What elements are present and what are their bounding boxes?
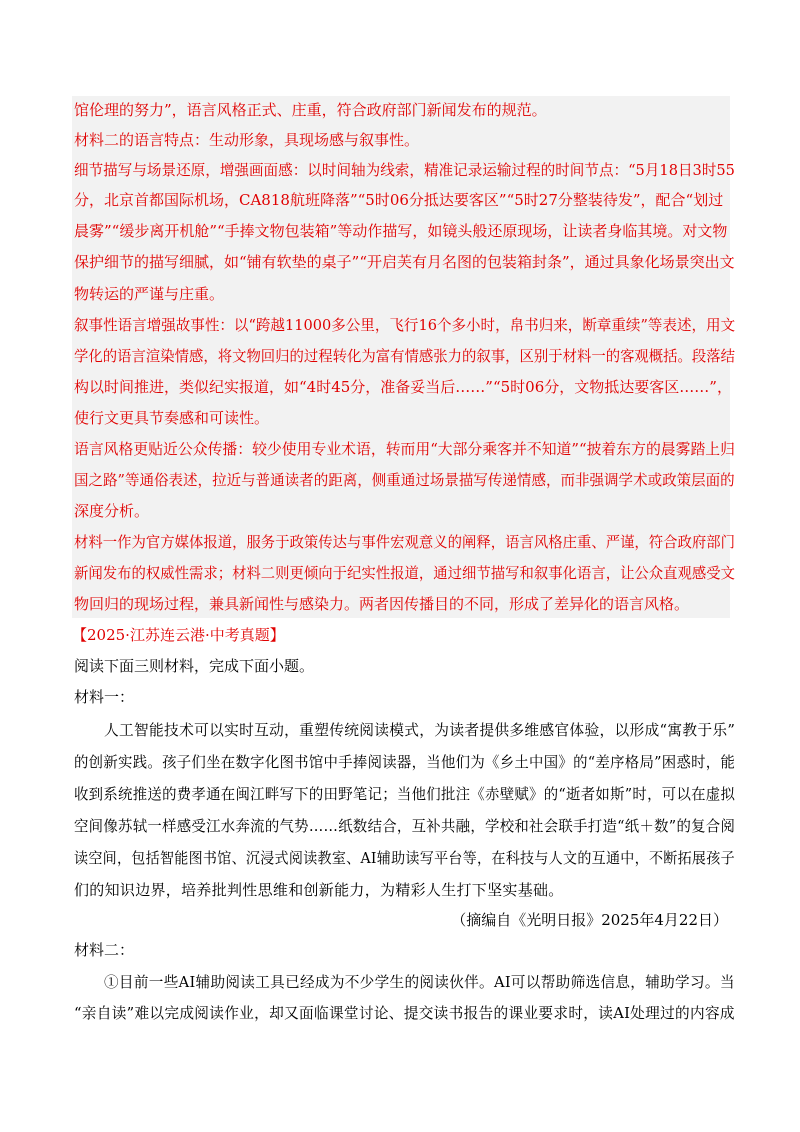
answer-line-9: 学化的语言渲染情感，将文物回归的过程转化为富有情感张力的叙事，区别于材料一的客观概括。段落结 — [74, 347, 736, 365]
material-2-line-2: “亲自读”难以完成阅读作业，却又面临课堂讨论、提交读书报告的课业要求时，读AI处理过的内容成 — [74, 1004, 735, 1022]
answer-line-12: 语言风格更贴近公众传播：较少使用专业术语，转而用“大部分乘客并不知道”“披着东方的晨雾踏上归 — [74, 440, 736, 458]
answer-line-14: 深度分析。 — [74, 502, 150, 520]
material-2-line-1: ①目前一些AI辅助阅读工具已经成为不少学生的阅读伙伴。AI可以帮助筛选信息，辅助学习。当 — [104, 973, 735, 991]
material-1-line-2: 的创新实践。孩子们坐在数字化图书馆中手捧阅读器，当他们为《乡土中国》的“差序格局”困惑时，能 — [74, 753, 736, 771]
answer-line-3: 细节描写与场景还原，增强画面感：以时间轴为线索，精准记录运输过程的时间节点：“5月18日3时55 — [74, 161, 735, 179]
answer-line-6: 保护细节的描写细腻，如“铺有软垫的桌子”“开启芙有月名图的包装箱封条”，通过具象化场景突出文 — [74, 253, 735, 271]
material-1-line-5: 读空间，包括智能图书馆、沉浸式阅读教室、AI辅助读写平台等，在科技与人文的互通中，不断拓展孩子 — [74, 849, 735, 867]
material-1-line-1: 人工智能技术可以实时互动，重塑传统阅读模式，为读者提供多维感官体验，以形成“寓教于乐” — [104, 721, 736, 739]
answer-line-13: 国之路”等通俗表述，拉近与普通读者的距离，侧重通过场景描写传递情感，而非强调学术或政策层面的 — [74, 471, 735, 489]
question-instruction: 阅读下面三则材料，完成下面小题。 — [74, 657, 315, 675]
material-2-title: 材料二： — [74, 941, 135, 959]
answer-line-4: 分，北京首都国际机场，CA818航班降落”“5时06分抵达要客区”“5时27分整装待发”，配合“划过 — [74, 191, 724, 209]
answer-line-10: 构以时间推进，类似纪实报道，如“4时45分，准备妥当后……”“5时06分，文物抵达要客区……”， — [74, 378, 732, 396]
question-source-tag: 【2025·江苏连云港·中考真题】 — [72, 626, 285, 644]
material-1-line-6: 们的知识边界，培养批判性思维和创新能力，为精彩人生打下坚实基础。 — [74, 881, 564, 899]
material-1-line-3: 收到系统推送的费孝通在闽江畔写下的田野笔记；当他们批注《赤壁赋》的“逝者如斯”时，可以在虚拟 — [74, 785, 736, 803]
material-1-source: （摘编自《光明日报》2025年4月22日） — [451, 911, 728, 929]
answer-line-7: 物转运的严谨与庄重。 — [74, 285, 225, 303]
answer-line-15: 材料一作为官方媒体报道，服务于政策传达与事件宏观意义的阐释，语言风格庄重、严谨，符合政府部门 — [74, 533, 736, 551]
answer-line-11: 使行文更具节奏感和可读性。 — [74, 409, 270, 427]
answer-line-16: 新闻发布的权威性需求；材料二则更倾向于纪实性报道，通过细节描写和叙事化语言，让公众直观感受文 — [74, 564, 736, 582]
material-1-title: 材料一： — [74, 688, 135, 706]
material-1-line-4: 空间像苏轼一样感受江水奔流的气势……纸数结合，互补共融，学校和社会联手打造“纸＋数”的复合阅 — [74, 817, 736, 835]
answer-line-8: 叙事性语言增强故事性：以“跨越11000多公里，飞行16个多小时，帛书归来，断章重续”等表述，用文 — [74, 316, 736, 334]
answer-line-2: 材料二的语言特点：生动形象，具现场感与叙事性。 — [74, 131, 420, 149]
answer-line-1: 馆伦理的努力”，语言风格正式、庄重，符合政府部门新闻发布的规范。 — [74, 101, 547, 119]
answer-line-17: 物回归的现场过程，兼具新闻性与感染力。两者因传播目的不同，形成了差异化的语言风格。 — [74, 595, 690, 613]
answer-line-5: 晨雾”“缓步离开机舱”“手捧文物包装箱”等动作描写，如镜头般还原现场，让读者身临其境。对文物 — [74, 222, 728, 240]
